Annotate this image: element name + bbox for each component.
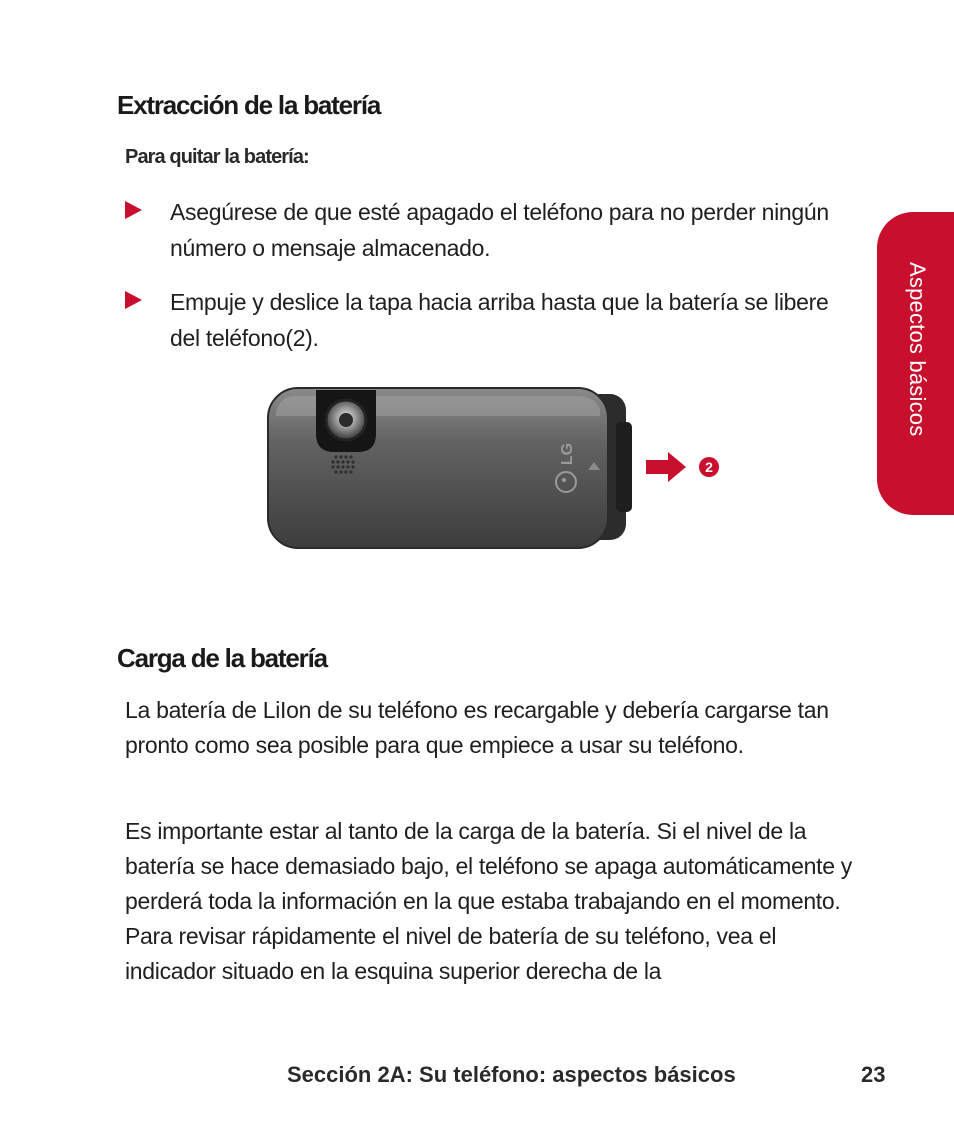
page-number: 23 [861, 1062, 886, 1087]
brand-label: LG [559, 442, 576, 466]
bullet-text: Asegúrese de que esté apagado el teléfono para no perder ningún número o mensaje almacenado. [170, 199, 829, 261]
section-heading-battery-removal: Extracción de la batería [117, 90, 381, 120]
bullet-item [125, 284, 855, 356]
bullet-arrow-icon [125, 201, 142, 219]
footer-section-title: Sección 2A: Su teléfono: aspectos básicos [287, 1062, 736, 1087]
body-paragraph: La batería de LiIon de su teléfono es recargable y debería cargarse tan pronto como sea posible para que empiece a usar su teléfono. [125, 697, 829, 758]
bullet-text: Empuje y deslice la tapa hacia arriba hasta que la batería se libere del teléfono(2). [170, 289, 829, 351]
phone-side-keys [616, 422, 632, 512]
section-heading-battery-charging: Carga de la batería [117, 643, 327, 673]
lg-logo [559, 443, 576, 465]
slide-right-arrow-icon [646, 450, 726, 484]
body-paragraph: Es importante estar al tanto de la carga de la batería. Si el nivel de la batería se hace demasiado bajo, el teléfono se apaga automáticamente y perderá toda la información en la que estaba trabajando en el momento. Para revisar rápidamente el nivel de batería de su teléfono, vea el indicador situado en la esquina superior derecha de la [125, 818, 852, 984]
instructions-subheading: Para quitar la batería: [125, 146, 309, 168]
side-tab-label: Aspectos básicos [905, 262, 930, 437]
bullet-item [125, 194, 855, 266]
callout-number: 2 [705, 459, 713, 475]
phone-back-illustration [266, 382, 636, 552]
bullet-arrow-icon [125, 291, 142, 309]
